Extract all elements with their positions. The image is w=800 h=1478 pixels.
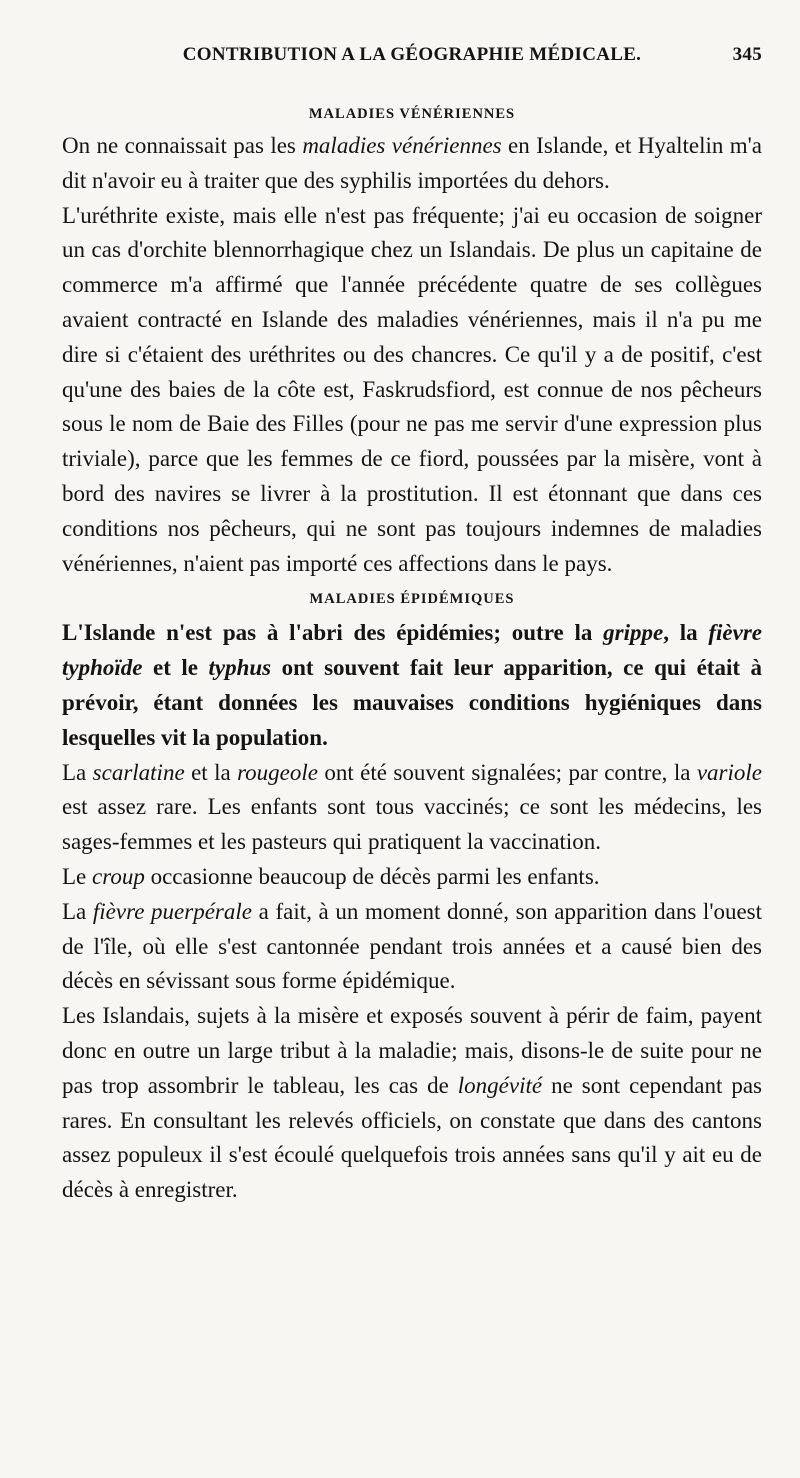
text-run: en Islande, et Hyaltelin m'a dit n'avoir eu à traiter que des syphilis importées du dehors.: [62, 133, 763, 193]
emphasis-term: fièvre puerpérale: [92, 898, 252, 924]
text-run: est assez rare. Les enfants sont tous vaccinés; ce sont les médecins, les sages-femmes et les pasteurs qui pratiquent la vaccination.: [62, 794, 762, 855]
text-run: et la: [184, 759, 238, 785]
text-run: Le: [62, 863, 93, 889]
section-title-epidemic: MALADIES ÉPIDÉMIQUES: [309, 591, 515, 608]
text-run: et le: [142, 655, 209, 681]
emphasis-term: maladies vénériennes: [302, 133, 502, 158]
emphasis-term: fièvre typhoïde: [62, 620, 763, 681]
text-run: , la: [663, 620, 709, 646]
emphasis-term: scarlatine: [92, 759, 185, 785]
paragraph-scarlatina: [62, 756, 762, 860]
emphasis-term: variole: [696, 759, 762, 785]
running-head-title: CONTRIBUTION A LA GÉOGRAPHIE MÉDICALE.: [182, 44, 642, 65]
page-number: 345: [732, 44, 762, 65]
paragraph-urethritis: L'uréthrite existe, mais elle n'est pas fréquente; j'ai eu occasion de soigner un cas d'orchite blennorrhagique chez un Islandais. De plus un capitaine de commerce m'a affirmé que l'année précédente quatre de ses collègues avaient contracté en Islande des maladies vénériennes, mais il n'a pu me dire si c'étaient des uréthrites ou des chancres. Ce qu'il y a de positif, c'est qu'une des baies de la côte est, Faskrudsfiord, est connue de nos pêcheurs sous le nom de Baie des Filles (pour ne pas me servir d'une expression plus triviale), parce que les femmes de ce fiord, poussées par la misère, vont à bord des navires se livrer à la prostitution. Il est étonnant que dans ces conditions nos pêcheurs, qui ne sont pas toujours indemnes de maladies vénériennes, n'aient pas importé ces affections dans le pays.: [62, 202, 762, 576]
text-run: occasionne beaucoup de décès parmi les enfants.: [144, 863, 600, 889]
emphasis-term: longévité: [457, 1072, 543, 1098]
emphasis-term: croup: [92, 863, 145, 889]
text-run: On ne connaissait pas les: [62, 133, 303, 158]
text-run: L'Islande n'est pas à l'abri des épidémies; outre la: [62, 620, 604, 646]
paragraph-longevity: [62, 999, 762, 1208]
paragraph-croup: [62, 860, 762, 895]
text-run: ont souvent fait leur apparition, ce qui était à prévoir, étant données les mauvaises conditions hygiéniques dans lesquelles vit la population.: [62, 655, 762, 750]
text-run: Les Islandais, sujets à la misère et exposés souvent à périr de faim, payent donc en outre un large tribut à la maladie; mais, disons-le de suite pour ne pas trop assombrir le tableau, les cas de: [62, 1003, 762, 1098]
text-run: ont été souvent signalées; par contre, la: [317, 759, 697, 785]
paragraph-epidemics: [62, 616, 762, 755]
paragraph-venereal-intro: [62, 129, 762, 199]
emphasis-term: typhus: [208, 655, 272, 681]
paragraph-puerperal-fever: [62, 895, 762, 999]
epidemic-section-body: [62, 616, 762, 755]
emphasis-term: rougeole: [237, 759, 318, 785]
text-run: a fait, à un moment donné, son apparition dans l'ouest de l'île, où elle s'est cantonnée pendant trois années et a causé bien des décès en sévissant sous forme épidémique.: [62, 898, 763, 994]
text-run: La: [62, 759, 93, 785]
text-run: La: [62, 898, 93, 924]
running-head: [62, 44, 762, 80]
text-run: ne sont cependant pas rares. En consultant les relevés officiels, on constate que dans des cantons assez populeux il s'est écoulé quelquefois trois années sans qu'il y ait eu de décès à enregistrer.: [62, 1072, 763, 1203]
emphasis-term: grippe: [603, 620, 664, 646]
section-title-venereal: MALADIES VÉNÉRIENNES: [308, 106, 516, 122]
